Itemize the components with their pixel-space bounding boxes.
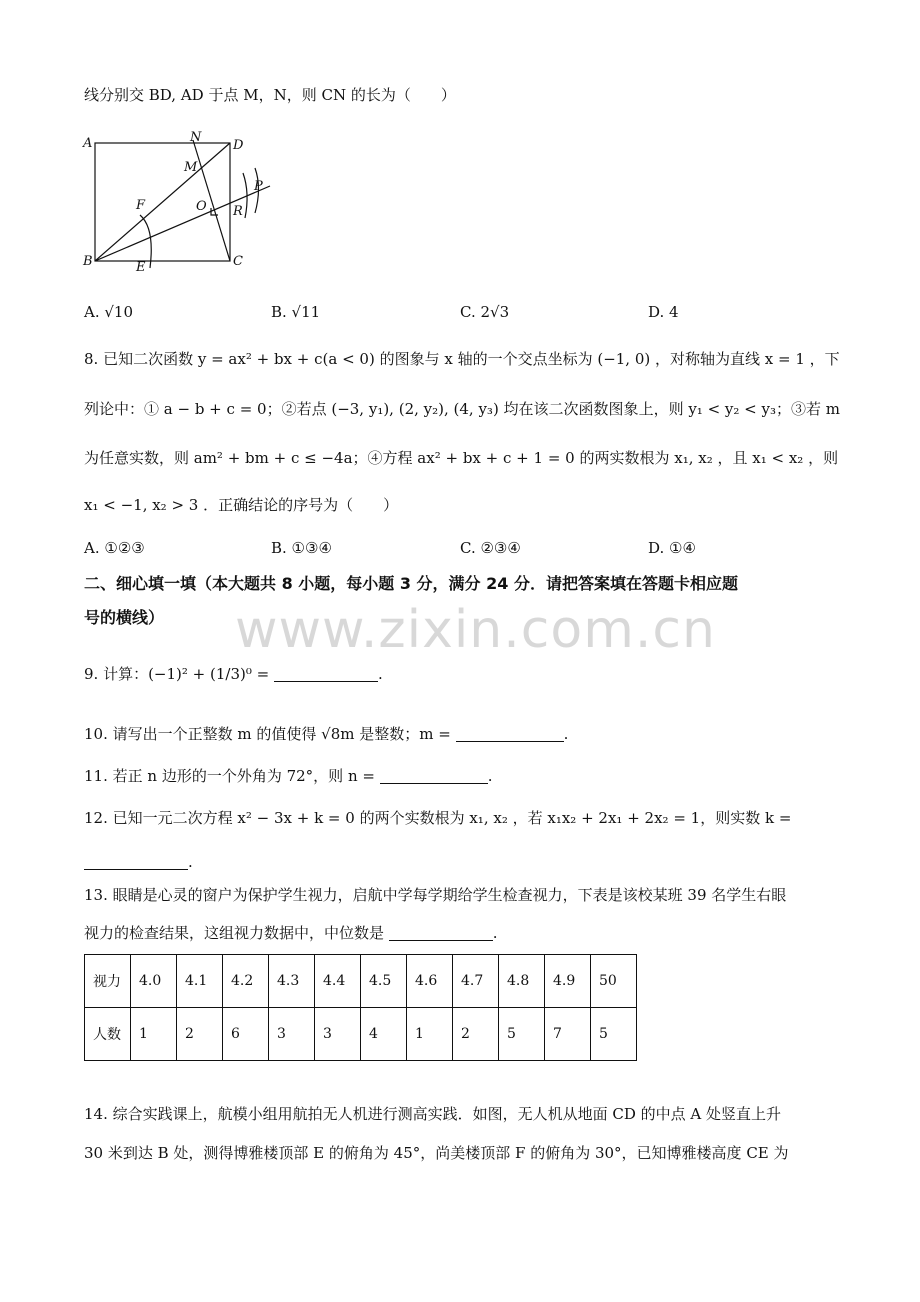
vision-table [84,954,637,1061]
q9-answer-blank[interactable] [274,665,378,682]
q8-option-d[interactable]: D. ①④ [648,539,696,557]
table-cell: 3 [269,1008,315,1061]
q13-answer-blank[interactable] [389,924,493,941]
q7-option-b[interactable]: B. √11 [271,303,321,321]
table-cell: 4.0 [131,955,177,1008]
q12-blank-line [84,852,193,872]
table-cell: 4.7 [453,955,499,1008]
q11-end: . [487,767,493,785]
q8-line-4: x₁ < −1, x₂ > 3 ．正确结论的序号为（ ） [84,496,399,514]
table-cell: 6 [223,1008,269,1061]
label-M: M [184,160,198,175]
q14-line-2: 30 米到达 B 处，测得博雅楼顶部 E 的俯角为 45°，尚美楼顶部 F 的俯角为 30°，已知博雅楼高度 CE 为 [84,1144,789,1162]
q13-line-1: 13. 眼睛是心灵的窗户为保护学生视力，启航中学每学期给学生检查视力，下表是该校某班 39 名学生右眼 [84,886,787,904]
q8-option-a[interactable]: A. ①②③ [84,539,145,557]
q8-line-1: 8. 已知二次函数 y = ax² + bx + c(a < 0) 的图象与 x 轴的一个交点坐标为 (−1, 0) ，对称轴为直线 x = 1 ，下 [84,350,840,368]
q9-text: 9. 计算：(−1)² + (1/3)⁰ = [84,665,270,683]
q7-option-a[interactable]: A. √10 [84,303,134,321]
q7-figure [80,128,280,278]
q12-answer-blank[interactable] [84,853,188,870]
table-cell: 4.5 [361,955,407,1008]
q13-line-2 [84,923,498,943]
q9 [84,664,383,684]
table-cell: 人数 [85,1008,131,1061]
q12-text: 12. 已知一元二次方程 x² − 3x + k = 0 的两个实数根为 x₁, x₂ ，若 x₁x₂ + 2x₁ + 2x₂ = 1，则实数 k = [84,809,792,827]
table-cell: 50 [591,955,637,1008]
q13-text: 视力的检查结果，这组视力数据中，中位数是 [84,924,385,942]
section-2-heading-cont: 号的横线） [84,608,165,627]
label-N: N [190,130,202,145]
label-A: A [83,136,93,151]
q10-answer-blank[interactable] [456,725,564,742]
table-cell: 4.3 [269,955,315,1008]
q11-answer-blank[interactable] [380,767,488,784]
label-O: O [196,199,207,214]
label-P: P [254,179,263,194]
table-cell: 7 [545,1008,591,1061]
q12-end: . [188,853,193,871]
q14-line-1: 14. 综合实践课上，航模小组用航拍无人机进行测高实践．如图，无人机从地面 CD 的中点 A 处竖直上升 [84,1105,782,1123]
q8-line-2: 列论中：① a − b + c = 0；②若点 (−3, y₁), (2, y₂), (4, y₃) 均在该二次函数图象上，则 y₁ < y₂ < y₃；③若 m [84,400,840,418]
q11 [84,766,493,786]
label-F: F [136,198,146,213]
table-cell: 4 [361,1008,407,1061]
q10 [84,724,568,744]
table-cell: 1 [407,1008,453,1061]
table-cell: 4.4 [315,955,361,1008]
table-cell: 4.6 [407,955,453,1008]
q7-option-d[interactable]: D. 4 [648,303,679,321]
label-E: E [136,260,146,275]
q9-end: . [378,665,383,683]
q7-continuation: 线分别交 BD, AD 于点 M，N，则 CN 的长为（ ） [84,86,456,104]
table-cell: 4.1 [177,955,223,1008]
label-D: D [233,138,244,153]
watermark: www.zixin.com.cn [235,600,716,660]
section-2-heading: 二、细心填一填（本大题共 8 小题，每小题 3 分，满分 24 分．请把答案填在答题卡相应题 [84,574,738,593]
q10-end: . [563,725,569,743]
table-cell: 4.8 [499,955,545,1008]
table-row-vision [85,955,637,1008]
q10-text: 10. 请写出一个正整数 m 的值使得 √8m 是整数；m = [84,725,451,743]
label-B: B [83,254,93,269]
q11-text: 11. 若正 n 边形的一个外角为 72°，则 n = [84,767,375,785]
table-cell: 2 [453,1008,499,1061]
q7-option-c[interactable]: C. 2√3 [460,303,510,321]
table-cell: 4.9 [545,955,591,1008]
q13-end: . [492,924,498,942]
table-row-count [85,1008,637,1061]
table-cell: 5 [499,1008,545,1061]
q8-option-c[interactable]: C. ②③④ [460,539,521,557]
table-cell: 1 [131,1008,177,1061]
table-cell: 2 [177,1008,223,1061]
label-C: C [233,254,243,269]
table-cell: 3 [315,1008,361,1061]
q8-line-3: 为任意实数，则 am² + bm + c ≤ −4a；④方程 ax² + bx + c + 1 = 0 的两实数根为 x₁, x₂ ，且 x₁ < x₂ ，则 [84,449,839,467]
label-R: R [233,204,243,219]
q8-option-b[interactable]: B. ①③④ [271,539,332,557]
table-cell: 视力 [85,955,131,1008]
table-cell: 4.2 [223,955,269,1008]
table-cell: 5 [591,1008,637,1061]
